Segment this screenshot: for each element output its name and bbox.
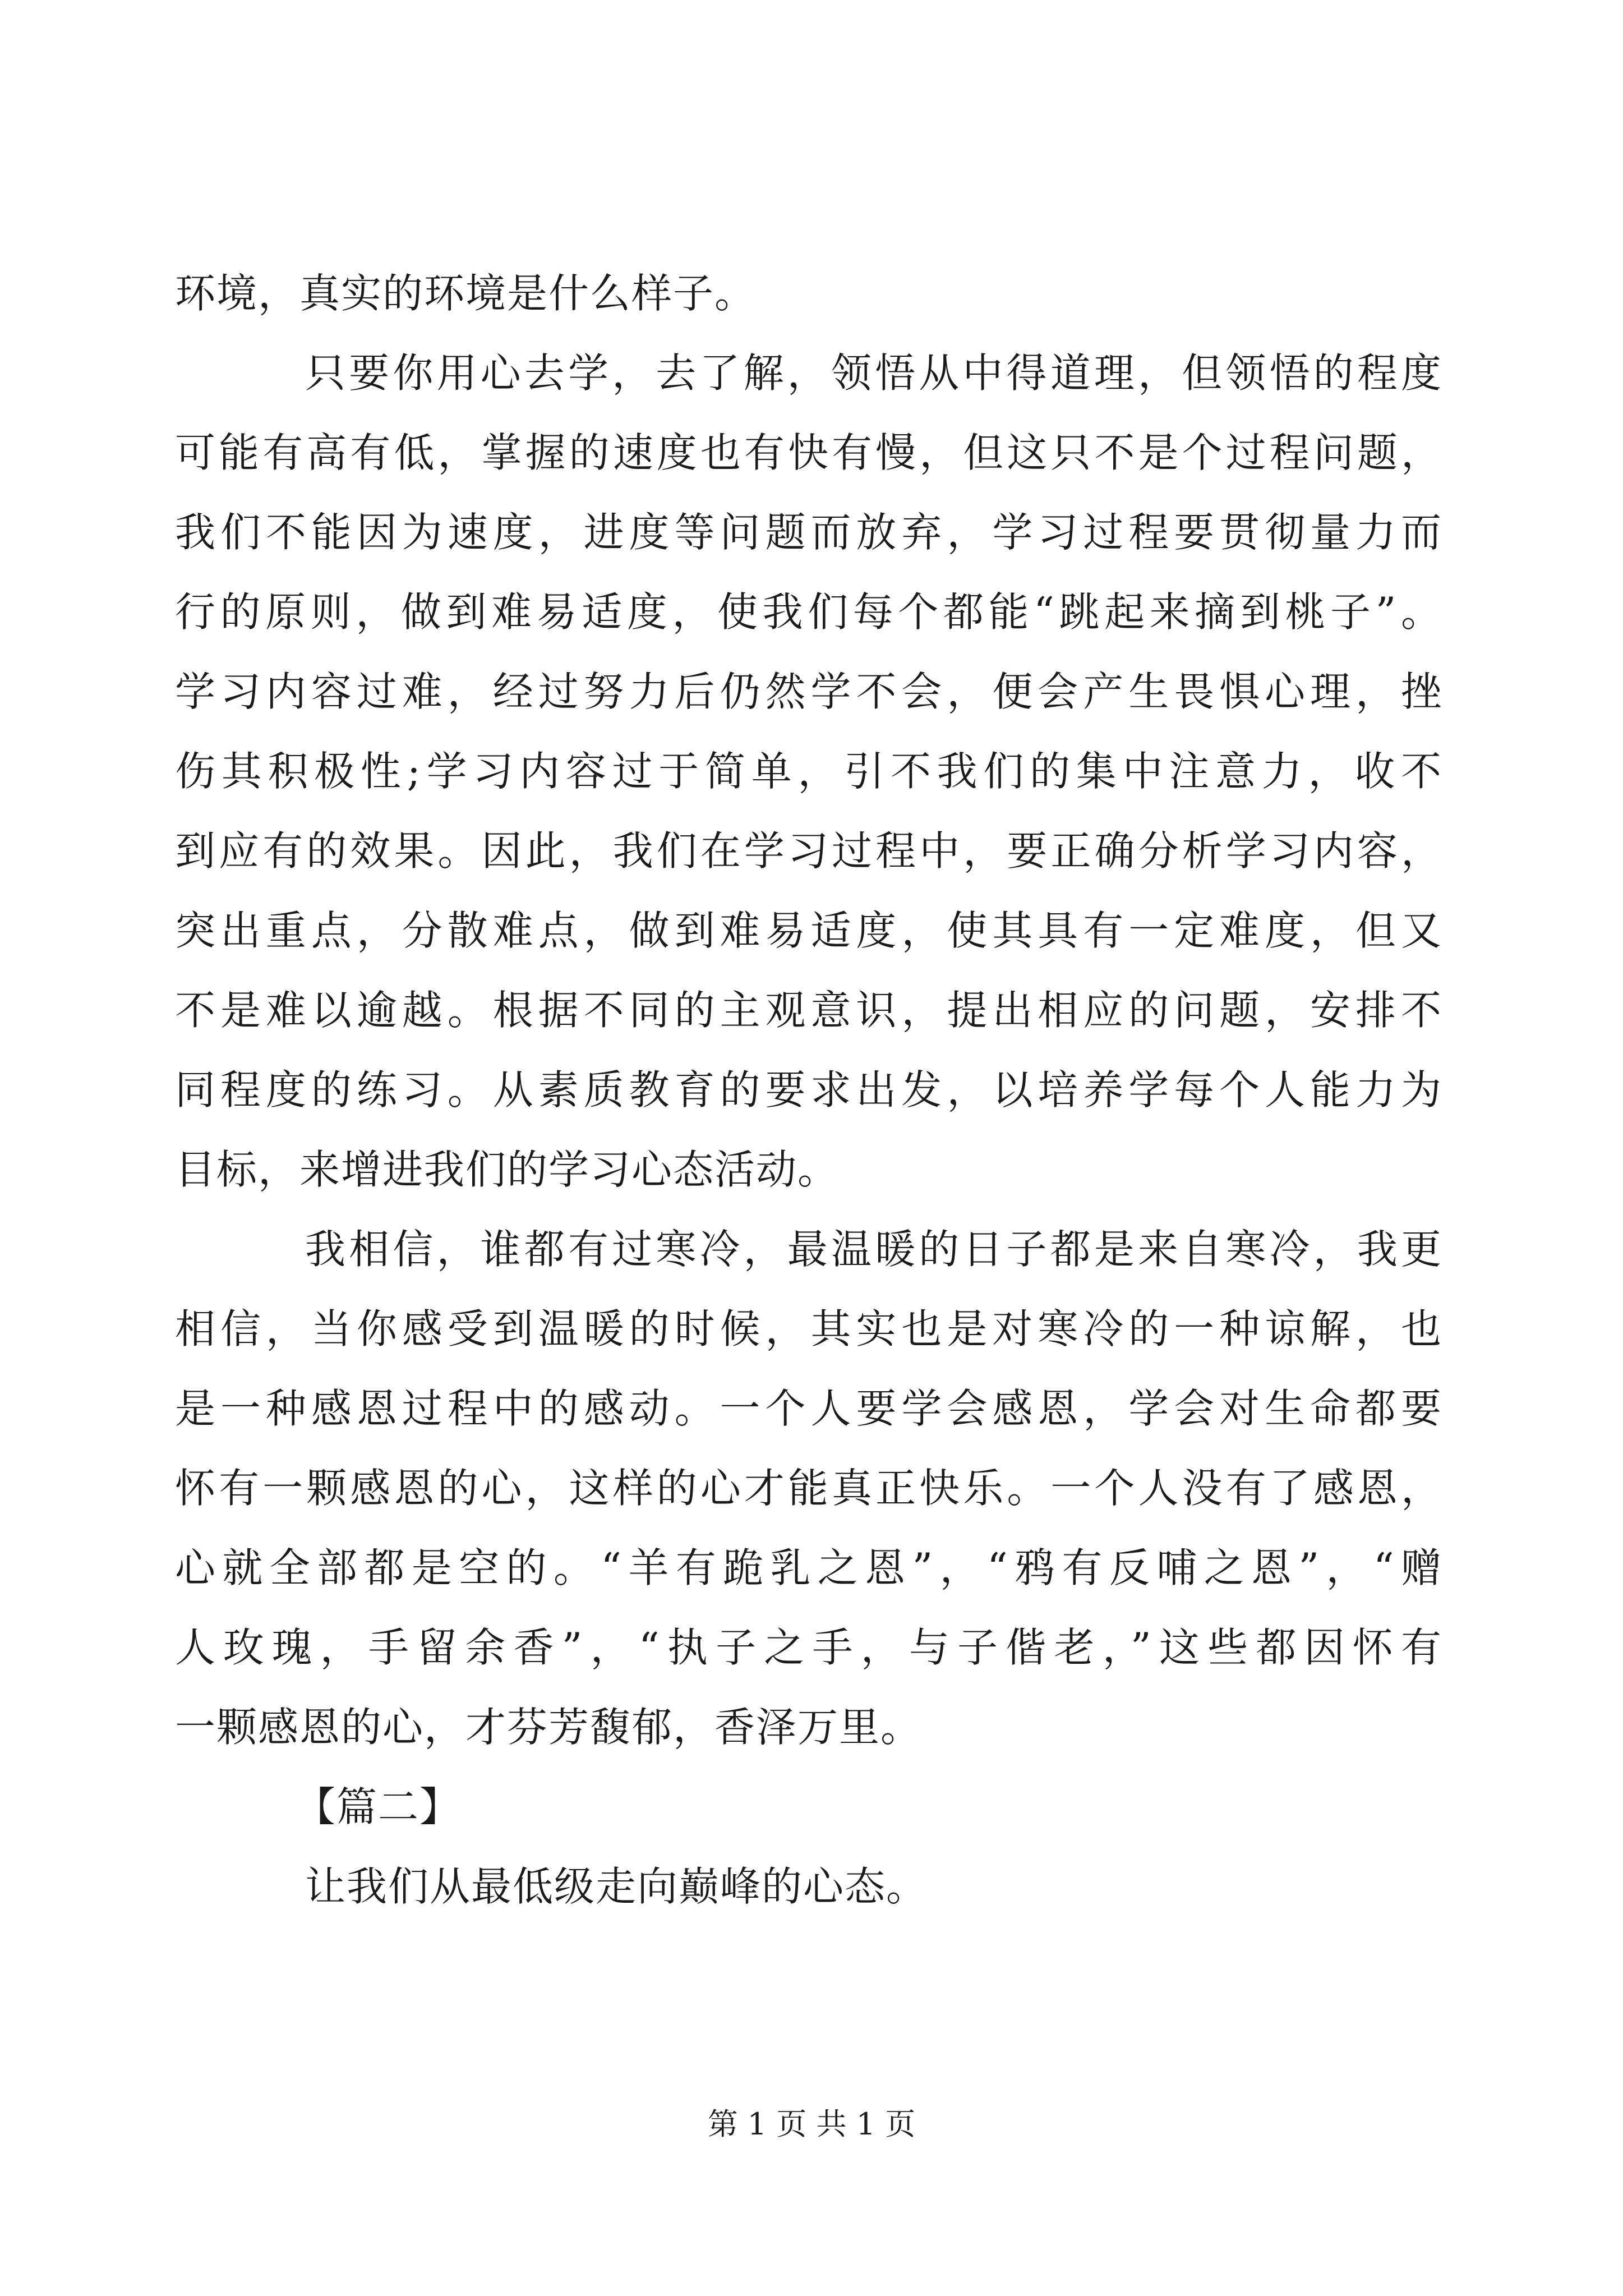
paragraph-start-line: 我相信，谁都有过寒冷，最温暖的日子都是来自寒冷，我更 xyxy=(305,1226,1442,1273)
text-line: 目标，来增进我们的学习心态活动。 xyxy=(175,1146,840,1193)
paragraph-start-line: 只要你用心去学，去了解，领悟从中得道理，但领悟的程度 xyxy=(305,349,1442,397)
text-line: 学习内容过难，经过努力后仍然学不会，便会产生畏惧心理，挫 xyxy=(175,668,1442,715)
text-line: 行的原则，做到难易适度，使我们每个都能“跳起来摘到桃子”。 xyxy=(175,588,1442,636)
page-number-footer: 第 1 页 共 1 页 xyxy=(707,2106,916,2142)
text-line: 人玫瑰，手留余香”，“执子之手，与子偕老，”这些都因怀有 xyxy=(175,1624,1442,1671)
text-line: 是一种感恩过程中的感动。一个人要学会感恩，学会对生命都要 xyxy=(175,1385,1442,1432)
text-line: 伤其积极性;学习内容过于简单，引不我们的集中注意力，收不 xyxy=(175,748,1442,795)
text-line: 我们不能因为速度，进度等问题而放弃，学习过程要贯彻量力而 xyxy=(175,509,1442,556)
text-line: 不是难以逾越。根据不同的主观意识，提出相应的问题，安排不 xyxy=(175,987,1442,1034)
text-line: 环境，真实的环境是什么样子。 xyxy=(175,270,757,317)
text-line: 同程度的练习。从素质教育的要求出发，以培养学每个人能力为 xyxy=(175,1066,1442,1114)
text-line: 突出重点，分散难点，做到难易适度，使其具有一定难度，但又 xyxy=(175,907,1442,954)
section-heading: 【篇二】 xyxy=(295,1783,462,1830)
text-line: 心就全部都是空的。“羊有跪乳之恩”，“鸦有反哺之恩”，“赠 xyxy=(175,1544,1442,1591)
text-line: 一颗感恩的心，才芬芳馥郁，香泽万里。 xyxy=(175,1704,923,1751)
text-line: 可能有高有低，掌握的速度也有快有慢，但这只不是个过程问题， xyxy=(175,429,1442,476)
text-line: 相信，当你感受到温暖的时候，其实也是对寒冷的一种谅解，也 xyxy=(175,1305,1442,1352)
text-line: 到应有的效果。因此，我们在学习过程中，要正确分析学习内容， xyxy=(175,827,1442,875)
document-body xyxy=(175,254,1442,1926)
paragraph-start-line: 让我们从最低级走向巅峰的心态。 xyxy=(305,1863,928,1910)
text-line: 怀有一颗感恩的心，这样的心才能真正快乐。一个人没有了感恩， xyxy=(175,1465,1442,1512)
